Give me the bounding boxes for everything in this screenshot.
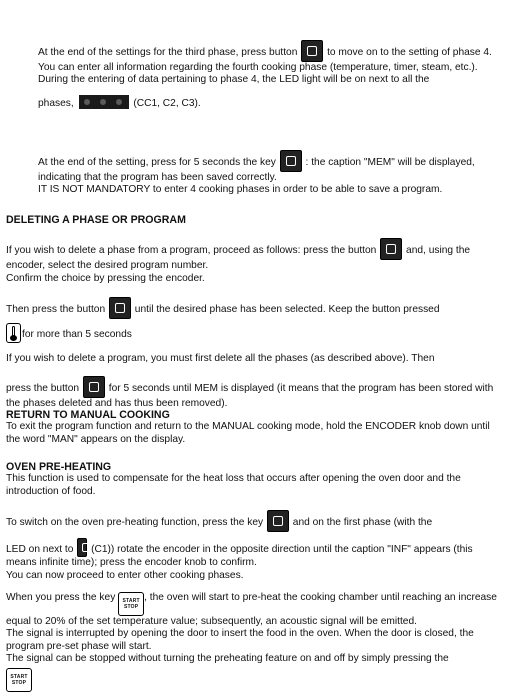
program-key-icon <box>267 510 289 532</box>
led-c1-icon <box>77 538 87 557</box>
preheat-section <box>6 461 498 692</box>
start-stop-key-icon: START STOP <box>118 592 144 616</box>
save-line2: IT IS NOT MANDATORY to enter 4 cooking phases in order to be able to save a program. <box>38 184 443 196</box>
phase4-line4: phases, (CC1, C2, C3). <box>38 95 498 110</box>
delete-para1: If you wish to delete a phase from a program, proceed as follows: press the button and, using the encoder, select the desired program number. <box>6 238 498 272</box>
preheat-para6: The signal is interrupted by opening the door to insert the food in the oven. When the door is closed, the program pre-set phase will start. <box>6 628 474 652</box>
delete-para4: press the button for 5 seconds until MEM is displayed (it means that the program has been stored with the phases deleted and has thus been removed). <box>6 376 498 410</box>
phase4-line3: During the entering of data pertaining to phase 4, the LED light will be on next to all the <box>38 74 430 86</box>
delete-para3: If you wish to delete a program, you must first delete all the phases (as described above). Then <box>6 353 435 365</box>
phase4-line1: At the end of the settings for the third phase, press button to move on to the setting of phase 4. <box>38 40 498 62</box>
save-section <box>38 150 498 197</box>
program-key-icon <box>301 40 323 62</box>
manual-para: To exit the program function and return to the MANUAL cooking mode, hold the ENCODER knob down until the word "MAN" appears on the display. <box>6 421 490 445</box>
phase4-section <box>38 40 498 110</box>
preheat-para7: The signal can be stopped without turning the preheating feature on and off by simply pressing the <box>6 653 449 665</box>
preheat-para3: LED on next to (C1)) rotate the encoder in the opposite direction until the caption "INF" appears (this means infinite time); press the encoder knob to confirm. <box>6 538 498 569</box>
delete-para2b: for more than 5 seconds <box>6 323 498 343</box>
program-key-icon <box>83 376 105 398</box>
preheat-para4: You can now proceed to enter other cooking phases. <box>6 569 244 581</box>
preheat-para2: To switch on the oven pre-heating function, press the key and on the first phase (with the <box>6 510 498 532</box>
program-key-icon <box>109 297 131 319</box>
delete-heading: DELETING A PHASE OR PROGRAM <box>6 214 186 226</box>
preheat-para5: When you press the key START STOP , the oven will start to pre-heat the cooking chamber until reaching an increase equal to 20% of the set temperature value; subsequently, an acoustic signal will be emitted. <box>6 592 497 628</box>
thermometer-icon <box>6 323 21 343</box>
preheat-heading: OVEN PRE-HEATING <box>6 461 112 473</box>
save-line1: At the end of the setting, press for 5 seconds the key : the caption "MEM" will be displayed, indicating that the program has been saved correctly. <box>38 150 498 184</box>
delete-para1-confirm: Confirm the choice by pressing the encoder. <box>6 272 205 284</box>
phase4-line2: You can enter all information regarding the fourth cooking phase (temperature, timer, steam, etc.). <box>38 62 478 73</box>
program-key-icon <box>280 150 302 172</box>
program-key-icon <box>380 238 402 260</box>
preheat-para1: This function is used to compensate for the heat loss that occurs after opening the oven door and the introduction of food. <box>6 473 461 497</box>
preheat-para7-key <box>6 668 498 692</box>
manual-heading: RETURN TO MANUAL COOKING <box>6 409 170 421</box>
start-stop-key-icon: START STOP <box>6 668 32 692</box>
phase-leds-icon <box>79 95 129 109</box>
manual-section <box>6 409 498 446</box>
delete-section <box>6 214 498 410</box>
delete-para2: Then press the button until the desired phase has been selected. Keep the button pressed <box>6 297 498 319</box>
